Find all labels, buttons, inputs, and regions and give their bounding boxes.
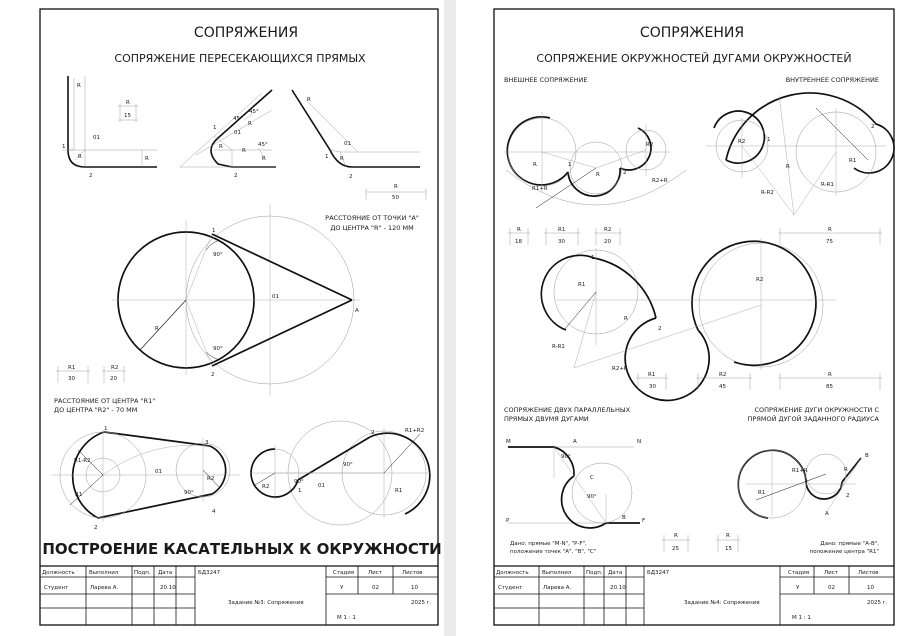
stamp-sheet: 02 xyxy=(828,585,835,591)
label-1: 1 xyxy=(591,255,595,261)
label-20: 20 xyxy=(604,239,611,245)
label-a: A xyxy=(355,308,359,314)
label-r2: R2 xyxy=(111,365,119,371)
label-r1: R1 xyxy=(75,492,83,498)
label-r: R xyxy=(726,533,730,539)
label-r1-plus-r: R1+R xyxy=(532,186,548,192)
given-parallel-1: Дано: прямые "M-N", "P-F", xyxy=(510,541,587,547)
parallel-lines-fillet xyxy=(508,447,640,528)
label-n: N xyxy=(637,439,642,445)
stamp-year: 2025 г. xyxy=(411,600,432,606)
label-r-minus-r1: R-R1 xyxy=(552,344,565,350)
label-2: 2 xyxy=(623,170,627,176)
outer-fillet xyxy=(504,112,686,208)
label-1: 1 xyxy=(104,426,108,432)
label-r: R xyxy=(533,162,537,168)
label-r: R xyxy=(78,154,82,160)
label-75: 75 xyxy=(826,239,833,245)
label-2: 2 xyxy=(658,326,662,332)
distance-note-2: ДО ЦЕНТРА "R" - 120 ММ xyxy=(330,224,414,232)
label-angle90: 90° xyxy=(213,252,223,258)
label-r2: R2 xyxy=(262,484,270,490)
label-r: R xyxy=(248,121,252,127)
label-1: 1 xyxy=(325,154,329,160)
label-angle90: 90° xyxy=(184,490,194,496)
label-30: 30 xyxy=(68,376,75,382)
label-r2: R2 xyxy=(738,139,746,145)
stamp-header-stage: Стадия xyxy=(333,570,355,576)
stamp-header-sheets: Листов xyxy=(402,570,423,576)
label-20: 20 xyxy=(110,376,117,382)
label-angle90: 90° xyxy=(213,346,223,352)
label-r2: R2 xyxy=(207,476,215,482)
label-4: 4 xyxy=(212,509,216,515)
label-r: R xyxy=(394,184,398,190)
label-angle45: 45° xyxy=(233,116,243,122)
stamp-stage: У xyxy=(796,585,800,591)
label-2: 2 xyxy=(371,430,375,436)
label-r1: R1 xyxy=(558,227,566,233)
stamp-role: Студент xyxy=(498,585,523,591)
label-3: 3 xyxy=(205,440,209,446)
label-2: 2 xyxy=(211,372,215,378)
label-r1-plus-r2: R1+R2 xyxy=(405,428,425,434)
label-r: R xyxy=(77,83,81,89)
label-r: R xyxy=(126,100,130,106)
label-50: 50 xyxy=(392,195,399,201)
stamp-task: Задание №3: Сопряжения xyxy=(228,600,304,606)
label-r: R xyxy=(844,467,848,473)
label-r2: R2 xyxy=(756,277,764,283)
arc-line-heading-2: ПРЯМОЙ ДУГОЙ ЗАДАННОГО РАДИУСА xyxy=(747,415,879,423)
label-r1: R1 xyxy=(68,365,76,371)
label-2: 2 xyxy=(871,124,875,130)
label-1: 1 xyxy=(767,137,771,143)
centers-note-1: РАССТОЯНИЕ ОТ ЦЕНТРА "R1" xyxy=(54,397,156,405)
dimension-group xyxy=(636,373,882,390)
label-r: R xyxy=(517,227,521,233)
stamp-date: 20.10 xyxy=(610,585,626,591)
drawing-sheet-left xyxy=(0,0,444,636)
label-r: R xyxy=(307,97,311,103)
stamp-header-sign: Подп. xyxy=(586,570,603,576)
tangent-from-point xyxy=(112,205,360,395)
label-r: R xyxy=(674,533,678,539)
stamp-date: 20.10 xyxy=(160,585,176,591)
label-angle90: 90° xyxy=(294,479,304,485)
label-f: F xyxy=(642,518,646,524)
label-a: A xyxy=(573,439,577,445)
sheet-subtitle: СОПРЯЖЕНИЕ ОКРУЖНОСТЕЙ ДУГАМИ ОКРУЖНОСТЕЙ xyxy=(536,52,852,65)
label-r2: R2 xyxy=(604,227,612,233)
inner-fillet xyxy=(706,93,894,215)
centers-note-2: ДО ЦЕНТРА "R2" - 70 ММ xyxy=(54,406,138,414)
label-o1: 01 xyxy=(272,294,279,300)
mixed-fillet xyxy=(541,238,836,400)
label-r2: R2 xyxy=(719,372,727,378)
label-25: 25 xyxy=(672,546,679,552)
label-b: B xyxy=(622,515,626,521)
stamp-year: 2025 г. xyxy=(867,600,888,606)
given-parallel-2: положение точек "А", "В", "С" xyxy=(510,549,597,555)
stamp-header-done: Выполнил xyxy=(89,570,119,576)
stamp-task: Задание №4: Сопряжения xyxy=(684,600,760,606)
label-r1: R1 xyxy=(758,490,766,496)
label-o1: 01 xyxy=(155,469,162,475)
stamp-code: БД3247 xyxy=(198,570,221,576)
label-30: 30 xyxy=(649,384,656,390)
stamp-header-role: Должность xyxy=(496,570,529,576)
stamp-header-sheet: Лист xyxy=(824,570,838,576)
label-15: 15 xyxy=(725,546,732,552)
label-15: 15 xyxy=(124,113,131,119)
label-o1: 01 xyxy=(344,141,351,147)
parallel-heading-1: СОПРЯЖЕНИЕ ДВУХ ПАРАЛЛЕЛЬНЫХ xyxy=(504,406,631,414)
label-2: 2 xyxy=(234,173,238,179)
stamp-scale: М 1 : 1 xyxy=(337,615,356,621)
drawing-sheet-right xyxy=(456,0,900,636)
frame-border xyxy=(40,9,438,625)
stamp-header-date: Дата xyxy=(158,570,173,576)
arc-line-heading-1: СОПРЯЖЕНИЕ ДУГИ ОКРУЖНОСТИ С xyxy=(754,406,879,414)
stamp-code: БД3247 xyxy=(647,570,670,576)
label-1: 1 xyxy=(62,144,66,150)
drawing-left xyxy=(0,0,444,636)
label-r2-plus-r: R2+R xyxy=(612,366,628,372)
label-r: R xyxy=(624,316,628,322)
outer-heading: ВНЕШНЕЕ СОПРЯЖЕНИЕ xyxy=(504,76,588,84)
label-o1: 01 xyxy=(93,135,100,141)
label-r1: R1 xyxy=(578,282,586,288)
label-angle90: 90° xyxy=(561,454,571,460)
drawing-right xyxy=(456,0,900,636)
label-r: R xyxy=(155,326,159,332)
label-r1-r2: R1-R2 xyxy=(74,458,91,464)
stamp-header-sheets: Листов xyxy=(858,570,879,576)
label-2: 2 xyxy=(89,173,93,179)
label-r: R xyxy=(828,227,832,233)
label-p: P xyxy=(506,518,510,524)
label-c: C xyxy=(590,475,594,481)
label-r: R xyxy=(262,156,266,162)
label-2: 2 xyxy=(94,525,98,531)
label-angle45: 45° xyxy=(258,142,268,148)
bottom-title: ПОСТРОЕНИЕ КАСАТЕЛЬНЫХ К ОКРУЖНОСТИ xyxy=(42,540,442,558)
label-r: R xyxy=(242,148,246,154)
stamp-header-sign: Подп. xyxy=(134,570,151,576)
label-r: R xyxy=(145,156,149,162)
label-o1: 01 xyxy=(234,130,241,136)
given-arc-2: положение центра "R1" xyxy=(809,549,879,555)
label-85: 85 xyxy=(826,384,833,390)
label-angle90: 90° xyxy=(343,462,353,468)
label-angle45: 45° xyxy=(249,109,259,115)
label-r: R xyxy=(828,372,832,378)
label-1: 1 xyxy=(298,488,302,494)
label-45: 45 xyxy=(719,384,726,390)
label-r: R xyxy=(786,164,790,170)
label-r: R xyxy=(340,156,344,162)
distance-note-1: РАССТОЯНИЕ ОТ ТОЧКИ "А" xyxy=(325,214,419,222)
given-arc-1: Дано: прямые "А-В", xyxy=(820,541,879,547)
label-r1: R1 xyxy=(849,158,857,164)
stamp-name: Ларева А. xyxy=(543,585,572,591)
label-r1: R1 xyxy=(648,372,656,378)
parallel-heading-2: ПРЯМЫХ ДВУМЯ ДУГАМИ xyxy=(504,415,589,423)
fillet-obtuse-angle xyxy=(292,90,426,200)
label-r: R xyxy=(219,144,223,150)
stamp-header-sheet: Лист xyxy=(368,570,382,576)
label-1: 1 xyxy=(213,125,217,131)
stamp-sheets: 10 xyxy=(867,585,874,591)
fillet-right-angle xyxy=(62,76,157,167)
label-30: 30 xyxy=(558,239,565,245)
label-r1: R1 xyxy=(395,488,403,494)
stamp-sheet: 02 xyxy=(372,585,379,591)
stamp-stage: У xyxy=(340,585,344,591)
label-r1-plus-r: R1+R xyxy=(792,468,808,474)
label-angle90: 90° xyxy=(587,494,597,500)
stamp-role: Студент xyxy=(44,585,69,591)
arc-to-line-fillet xyxy=(738,450,861,518)
label-2: 2 xyxy=(846,493,850,499)
stamp-header-stage: Стадия xyxy=(788,570,810,576)
sheet-subtitle: СОПРЯЖЕНИЕ ПЕРЕСЕКАЮЩИХСЯ ПРЯМЫХ xyxy=(114,52,366,65)
stamp-header-date: Дата xyxy=(608,570,623,576)
label-1: 1 xyxy=(804,478,808,484)
label-r2-plus-r: R2+R xyxy=(652,178,668,184)
label-1: 1 xyxy=(568,162,572,168)
label-r-minus-r2: R-R2 xyxy=(761,190,774,196)
label-a: A xyxy=(825,511,829,517)
label-2: 2 xyxy=(349,174,353,180)
label-o1: 01 xyxy=(318,483,325,489)
stamp-name: Ларева А. xyxy=(90,585,119,591)
stamp-header-done: Выполнил xyxy=(542,570,572,576)
stamp-sheets: 10 xyxy=(411,585,418,591)
label-m: M xyxy=(506,439,511,445)
inner-heading: ВНУТРЕННЕЕ СОПРЯЖЕНИЕ xyxy=(785,76,879,84)
stamp-scale: М 1 : 1 xyxy=(792,615,811,621)
sheet-title: СОПРЯЖЕНИЯ xyxy=(193,25,299,41)
stamp-header-role: Должность xyxy=(42,570,75,576)
label-1: 1 xyxy=(212,228,216,234)
label-r: R xyxy=(596,172,600,178)
label-r-minus-r1: R-R1 xyxy=(821,182,834,188)
internal-tangent-two-circles xyxy=(250,421,430,525)
label-r2: R2 xyxy=(646,142,654,148)
label-b: B xyxy=(865,453,869,459)
label-18: 18 xyxy=(515,239,522,245)
sheet-title: СОПРЯЖЕНИЯ xyxy=(639,25,745,41)
